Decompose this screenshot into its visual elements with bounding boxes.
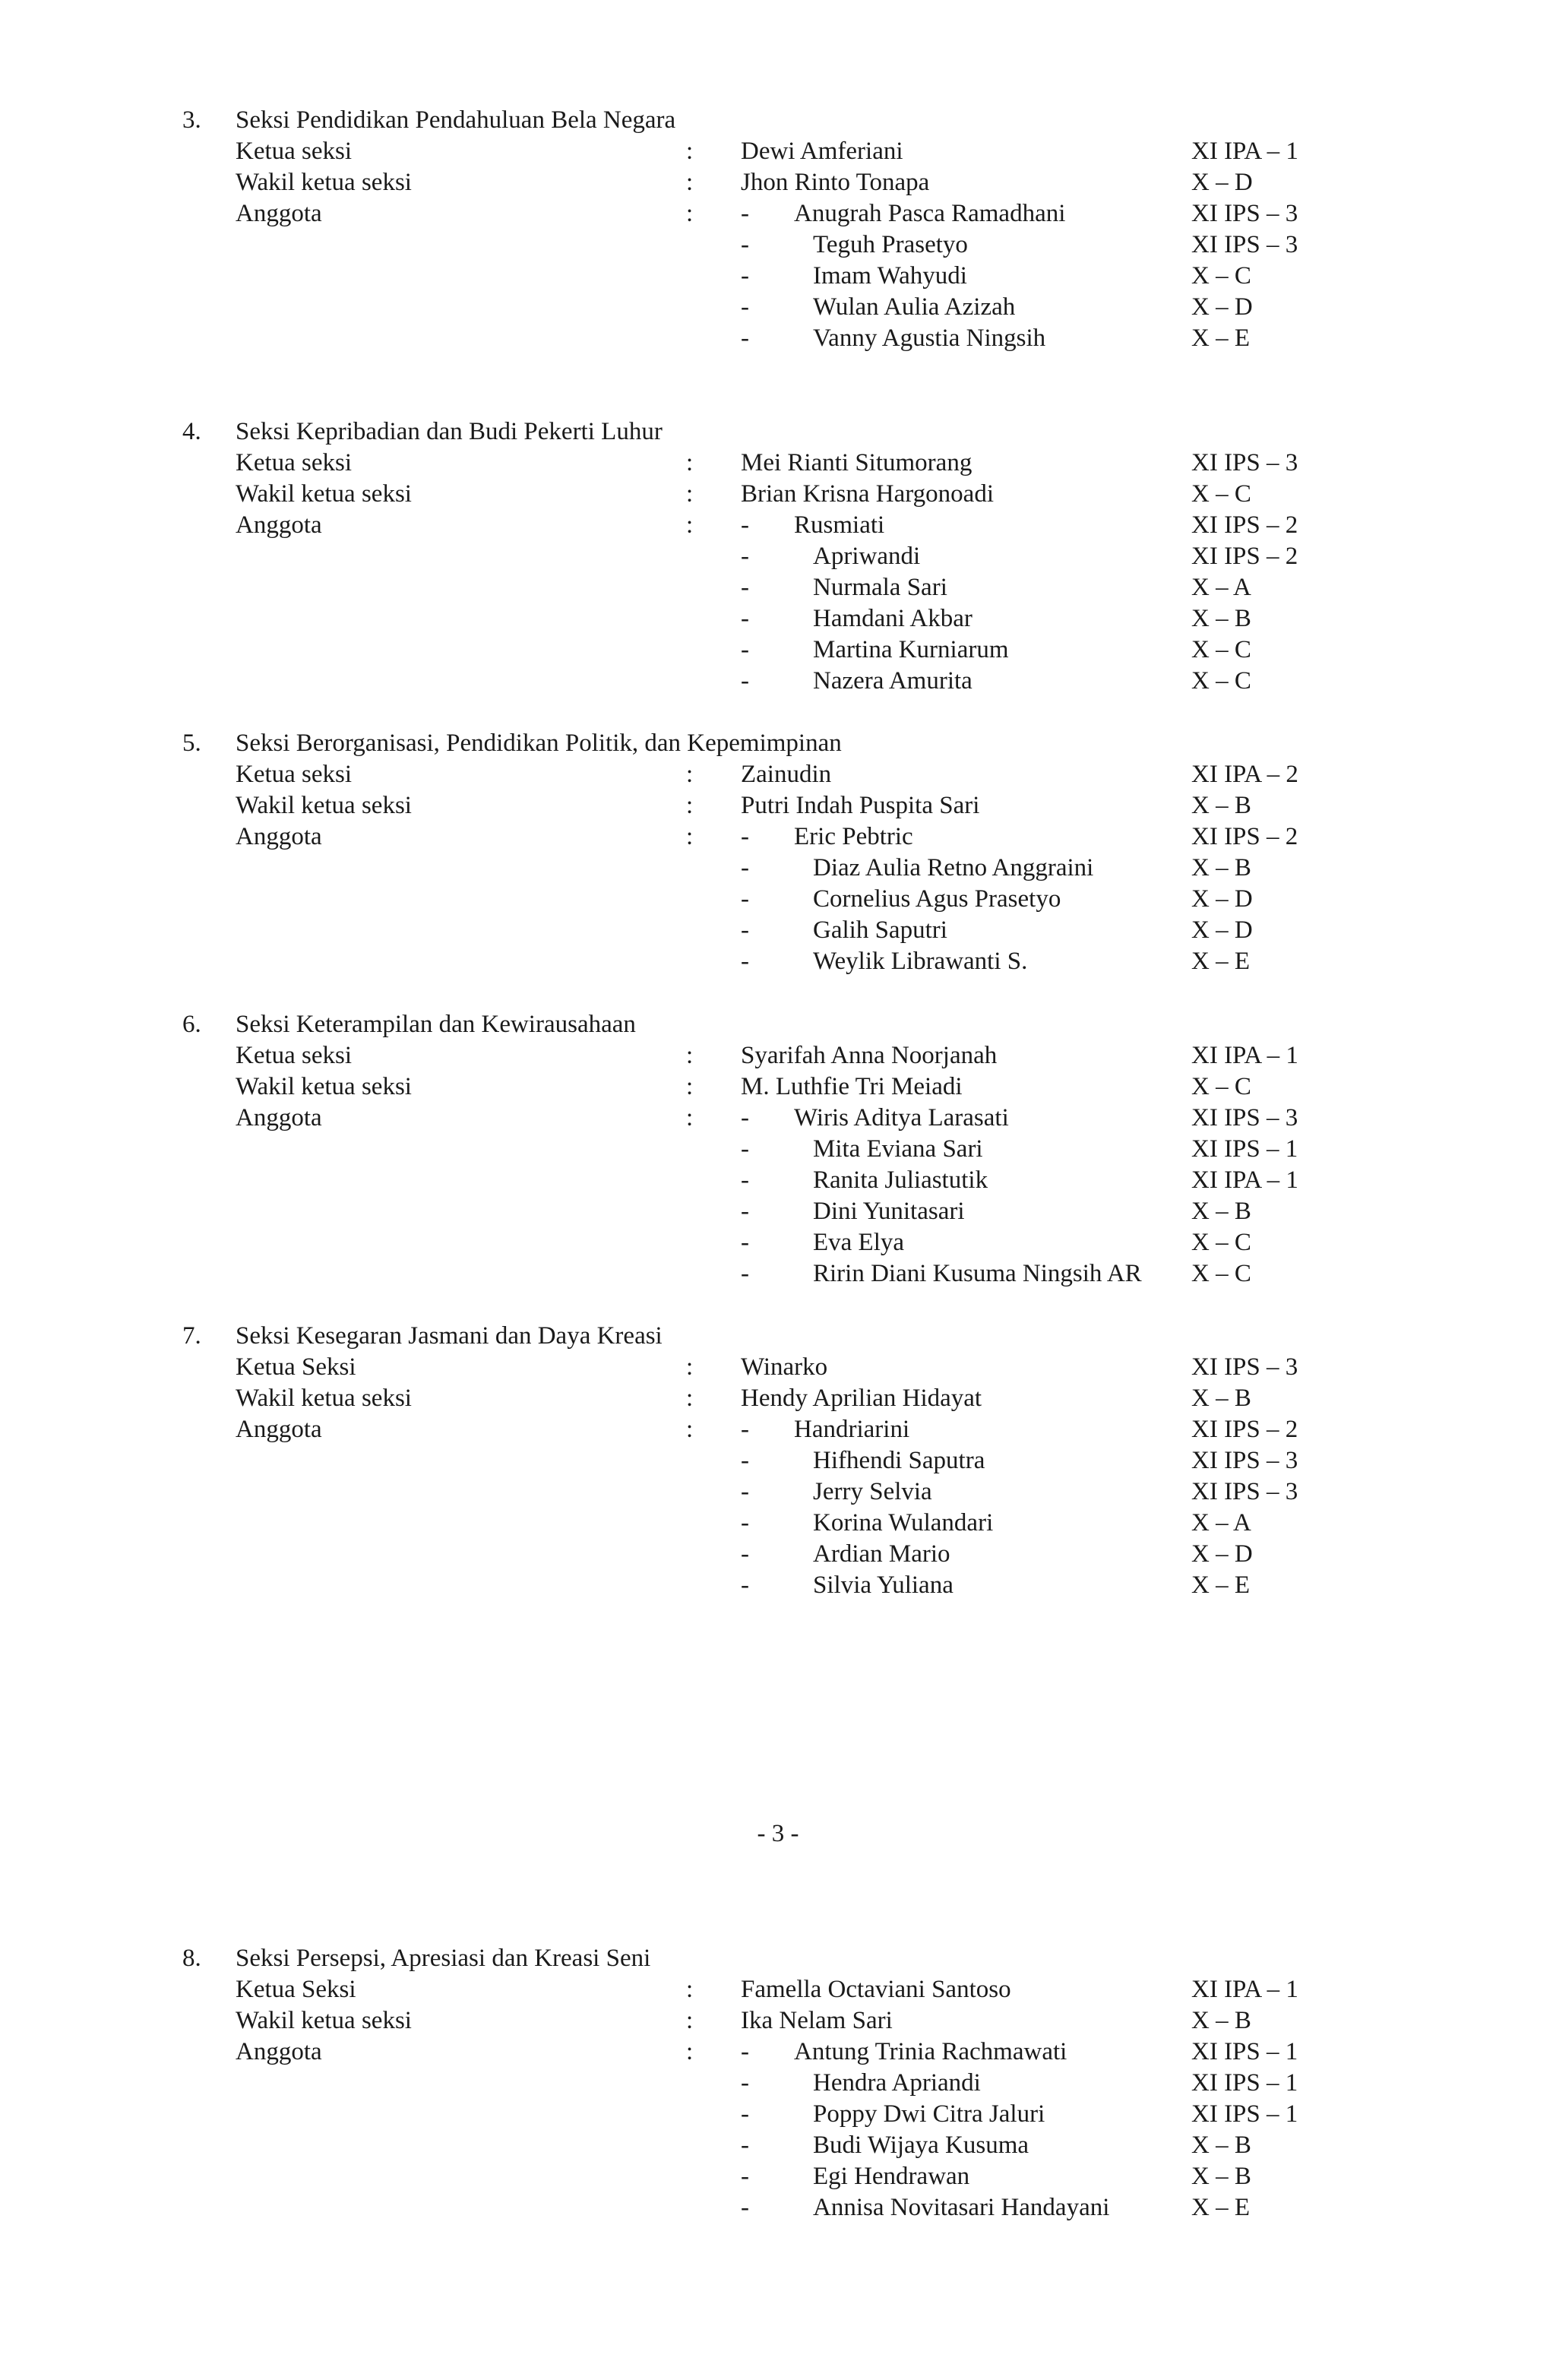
member-dash: - — [741, 1135, 749, 1163]
role-colon: : — [686, 1385, 694, 1412]
section-title: Seksi Pendidikan Pendahuluan Bela Negara — [236, 106, 676, 134]
member-class: X – B — [1191, 2132, 1251, 2159]
member-dash: - — [741, 2163, 749, 2190]
member-class: XI IPS – 2 — [1191, 1416, 1298, 1443]
member-dash: - — [741, 293, 749, 321]
section-number: 4. — [182, 418, 201, 445]
member-dash: - — [741, 667, 749, 695]
member-class: X – A — [1191, 574, 1251, 601]
role-colon: : — [686, 1042, 694, 1069]
member-name: Ririn Diani Kusuma Ningsih AR — [813, 1260, 1142, 1287]
member-name: Poppy Dwi Citra Jaluri — [813, 2100, 1045, 2128]
member-class: XI IPS – 2 — [1191, 511, 1298, 539]
member-class: X – C — [1191, 1229, 1251, 1256]
section-title: Seksi Persepsi, Apresiasi dan Kreasi Seni — [236, 1945, 651, 1972]
member-dash: - — [741, 885, 749, 913]
role-label: Ketua seksi — [236, 1042, 353, 1069]
role-label: Anggota — [236, 1104, 322, 1131]
member-dash: - — [741, 2100, 749, 2128]
member-dash: - — [741, 324, 749, 352]
member-class: X – E — [1191, 1571, 1250, 1599]
member-name: Egi Hendrawan — [813, 2163, 970, 2190]
member-class: XI IPS – 1 — [1191, 2069, 1298, 2097]
role-label: Anggota — [236, 2038, 322, 2065]
role-label: Wakil ketua seksi — [236, 480, 412, 508]
role-name: Hendy Aprilian Hidayat — [741, 1385, 982, 1412]
member-class: X – D — [1191, 916, 1253, 944]
role-class: X – C — [1191, 1073, 1251, 1100]
member-class: X – B — [1191, 854, 1251, 881]
member-name: Anugrah Pasca Ramadhani — [794, 200, 1066, 227]
member-dash: - — [741, 511, 749, 539]
member-name: Mita Eviana Sari — [813, 1135, 983, 1163]
member-dash: - — [741, 1198, 749, 1225]
role-name: Famella Octaviani Santoso — [741, 1976, 1011, 2003]
role-colon: : — [686, 2038, 694, 2065]
member-name: Jerry Selvia — [813, 1478, 932, 1505]
member-name: Diaz Aulia Retno Anggraini — [813, 854, 1094, 881]
member-class: XI IPA – 1 — [1191, 1166, 1298, 1194]
member-dash: - — [741, 605, 749, 632]
member-dash: - — [741, 2132, 749, 2159]
member-class: X – C — [1191, 262, 1251, 290]
role-class: XI IPA – 2 — [1191, 761, 1298, 788]
role-label: Ketua seksi — [236, 449, 353, 476]
role-colon: : — [686, 2007, 694, 2034]
member-dash: - — [741, 948, 749, 975]
member-dash: - — [741, 262, 749, 290]
role-name: Putri Indah Puspita Sari — [741, 792, 980, 819]
member-name: Nazera Amurita — [813, 667, 972, 695]
member-dash: - — [741, 200, 749, 227]
member-class: XI IPS – 3 — [1191, 1104, 1298, 1131]
member-class: X – B — [1191, 1198, 1251, 1225]
role-label: Wakil ketua seksi — [236, 169, 412, 196]
member-name: Silvia Yuliana — [813, 1571, 954, 1599]
section-number: 7. — [182, 1322, 201, 1350]
member-dash: - — [741, 231, 749, 258]
member-name: Vanny Agustia Ningsih — [813, 324, 1046, 352]
member-class: XI IPS – 3 — [1191, 200, 1298, 227]
role-label: Wakil ketua seksi — [236, 1385, 412, 1412]
section-title: Seksi Berorganisasi, Pendidikan Politik, dan Kepemimpinan — [236, 730, 842, 757]
role-label: Ketua Seksi — [236, 1976, 356, 2003]
role-class: XI IPS – 3 — [1191, 449, 1298, 476]
role-colon: : — [686, 823, 694, 850]
role-name: Syarifah Anna Noorjanah — [741, 1042, 998, 1069]
member-dash: - — [741, 2069, 749, 2097]
section-number: 5. — [182, 730, 201, 757]
member-class: XI IPS – 3 — [1191, 1478, 1298, 1505]
role-name: Mei Rianti Situmorang — [741, 449, 972, 476]
member-dash: - — [741, 1571, 749, 1599]
role-name: Brian Krisna Hargonoadi — [741, 480, 994, 508]
role-class: X – D — [1191, 169, 1253, 196]
role-label: Ketua seksi — [236, 761, 353, 788]
role-label: Wakil ketua seksi — [236, 792, 412, 819]
member-dash: - — [741, 823, 749, 850]
section-title: Seksi Kepribadian dan Budi Pekerti Luhur — [236, 418, 663, 445]
member-name: Nurmala Sari — [813, 574, 947, 601]
member-name: Hendra Apriandi — [813, 2069, 981, 2097]
role-label: Wakil ketua seksi — [236, 1073, 412, 1100]
role-class: X – B — [1191, 2007, 1251, 2034]
member-dash: - — [741, 1478, 749, 1505]
member-class: X – B — [1191, 2163, 1251, 2190]
member-dash: - — [741, 854, 749, 881]
role-colon: : — [686, 169, 694, 196]
role-label: Anggota — [236, 200, 322, 227]
member-class: X – D — [1191, 885, 1253, 913]
member-class: XI IPS – 1 — [1191, 1135, 1298, 1163]
member-class: X – A — [1191, 1509, 1251, 1537]
role-class: XI IPA – 1 — [1191, 1042, 1298, 1069]
member-class: X – E — [1191, 2194, 1250, 2221]
role-colon: : — [686, 449, 694, 476]
role-label: Anggota — [236, 511, 322, 539]
member-dash: - — [741, 543, 749, 570]
member-name: Galih Saputri — [813, 916, 947, 944]
role-colon: : — [686, 1976, 694, 2003]
member-dash: - — [741, 916, 749, 944]
role-class: XI IPA – 1 — [1191, 1976, 1298, 2003]
member-name: Rusmiati — [794, 511, 885, 539]
role-class: XI IPA – 1 — [1191, 138, 1298, 165]
role-colon: : — [686, 511, 694, 539]
role-name: Dewi Amferiani — [741, 138, 903, 165]
member-name: Wiris Aditya Larasati — [794, 1104, 1009, 1131]
member-class: XI IPS – 2 — [1191, 823, 1298, 850]
member-class: XI IPS – 3 — [1191, 231, 1298, 258]
member-name: Teguh Prasetyo — [813, 231, 968, 258]
member-class: X – C — [1191, 1260, 1251, 1287]
member-name: Handriarini — [794, 1416, 910, 1443]
member-name: Cornelius Agus Prasetyo — [813, 885, 1061, 913]
member-name: Ranita Juliastutik — [813, 1166, 988, 1194]
member-class: XI IPS – 3 — [1191, 1447, 1298, 1474]
member-class: X – E — [1191, 948, 1250, 975]
role-label: Ketua Seksi — [236, 1353, 356, 1381]
member-dash: - — [741, 1260, 749, 1287]
member-name: Hifhendi Saputra — [813, 1447, 985, 1474]
member-dash: - — [741, 1166, 749, 1194]
member-dash: - — [741, 636, 749, 663]
role-colon: : — [686, 200, 694, 227]
member-name: Korina Wulandari — [813, 1509, 994, 1537]
member-class: X – D — [1191, 293, 1253, 321]
role-colon: : — [686, 480, 694, 508]
member-dash: - — [741, 1229, 749, 1256]
role-name: Jhon Rinto Tonapa — [741, 169, 930, 196]
role-label: Wakil ketua seksi — [236, 2007, 412, 2034]
member-class: XI IPS – 2 — [1191, 543, 1298, 570]
member-dash: - — [741, 1104, 749, 1131]
role-class: X – B — [1191, 792, 1251, 819]
member-class: XI IPS – 1 — [1191, 2038, 1298, 2065]
member-class: X – E — [1191, 324, 1250, 352]
role-label: Ketua seksi — [236, 138, 353, 165]
role-class: X – B — [1191, 1385, 1251, 1412]
member-class: X – B — [1191, 605, 1251, 632]
role-label: Anggota — [236, 823, 322, 850]
member-name: Budi Wijaya Kusuma — [813, 2132, 1029, 2159]
member-name: Martina Kurniarum — [813, 636, 1009, 663]
member-name: Imam Wahyudi — [813, 262, 967, 290]
member-class: X – D — [1191, 1540, 1253, 1568]
member-name: Eva Elya — [813, 1229, 905, 1256]
role-colon: : — [686, 138, 694, 165]
role-colon: : — [686, 1416, 694, 1443]
member-dash: - — [741, 1416, 749, 1443]
member-name: Weylik Librawanti S. — [813, 948, 1028, 975]
role-colon: : — [686, 761, 694, 788]
member-dash: - — [741, 1447, 749, 1474]
role-name: M. Luthfie Tri Meiadi — [741, 1073, 963, 1100]
role-colon: : — [686, 792, 694, 819]
member-name: Hamdani Akbar — [813, 605, 972, 632]
role-class: XI IPS – 3 — [1191, 1353, 1298, 1381]
member-dash: - — [741, 2038, 749, 2065]
role-name: Zainudin — [741, 761, 832, 788]
page-number: - 3 - — [757, 1820, 799, 1847]
member-name: Eric Pebtric — [794, 823, 913, 850]
role-colon: : — [686, 1073, 694, 1100]
member-name: Antung Trinia Rachmawati — [794, 2038, 1067, 2065]
role-colon: : — [686, 1104, 694, 1131]
member-name: Ardian Mario — [813, 1540, 950, 1568]
section-number: 8. — [182, 1945, 201, 1972]
member-class: X – C — [1191, 636, 1251, 663]
member-class: X – C — [1191, 667, 1251, 695]
role-name: Winarko — [741, 1353, 828, 1381]
section-title: Seksi Keterampilan dan Kewirausahaan — [236, 1011, 636, 1038]
member-name: Wulan Aulia Azizah — [813, 293, 1016, 321]
role-name: Ika Nelam Sari — [741, 2007, 893, 2034]
member-dash: - — [741, 1540, 749, 1568]
role-label: Anggota — [236, 1416, 322, 1443]
member-class: XI IPS – 1 — [1191, 2100, 1298, 2128]
section-number: 3. — [182, 106, 201, 134]
member-name: Annisa Novitasari Handayani — [813, 2194, 1110, 2221]
member-dash: - — [741, 574, 749, 601]
member-dash: - — [741, 2194, 749, 2221]
member-name: Dini Yunitasari — [813, 1198, 965, 1225]
member-dash: - — [741, 1509, 749, 1537]
section-number: 6. — [182, 1011, 201, 1038]
member-name: Apriwandi — [813, 543, 921, 570]
section-title: Seksi Kesegaran Jasmani dan Daya Kreasi — [236, 1322, 663, 1350]
role-colon: : — [686, 1353, 694, 1381]
role-class: X – C — [1191, 480, 1251, 508]
